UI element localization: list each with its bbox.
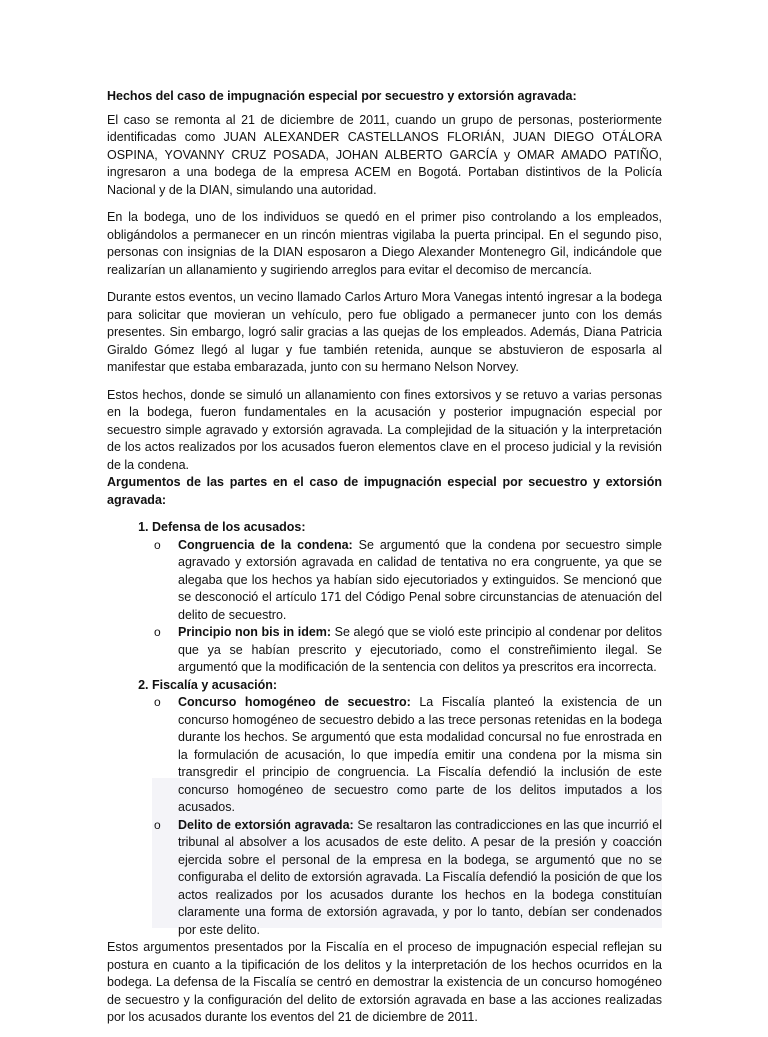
item-text: La Fiscalía planteó la existencia de un concurso homogéneo de secuestro debido a las trece personas retenidas en la bodega durante los hechos. Se argumentó que esta modalidad concursal no fue enrostrada en la formulación de acusación, lo que impedía emitir una condena por la misma sin transgredir el principio de congruencia. La Fiscalía defendió la inclusión de este concurso homogéneo de secuestro como parte de los delitos imputados a los acusados.: [178, 695, 662, 814]
paragraph-1: El caso se remonta al 21 de diciembre de 2011, cuando un grupo de personas, posteriormente identificadas como JUAN ALEXANDER CASTELLANOS FLORIÁN, JUAN DIEGO OTÁLORA OSPINA, YOVANNY CRUZ POSADA, JOHAN ALBERTO GARCÍA y OMAR AMADO PATIÑO, ingresaron a una bodega de la empresa ACEM en Bogotá. Portaban distintivos de la Policía Nacional y de la DIAN, simulando una autoridad.: [107, 112, 662, 197]
paragraph-2: En la bodega, uno de los individuos se quedó en el primer piso controlando a los empleados, obligándolos a permanecer en un rincón mientras vigilaba la puerta principal. En el segundo piso, personas con insignias de la DIAN esposaron a Diego Alexander Montenegro Gil, indicándole que realizarían un allanamiento y sugiriendo arreglos para evitar el decomiso de mercancía.: [107, 210, 662, 277]
arguments-heading: Argumentos de las partes en el caso de impugnación especial por secuestro y extorsión agravada:: [107, 475, 662, 507]
section-title: Defensa de los acusados:: [152, 520, 306, 534]
item-text: Se resaltaron las contradicciones en las que incurrió el tribunal al absolver a los acusados de este delito. A pesar de la presión y coacción ejercida sobre el personal de la empresa en la bodega, se argumentó que no se configuraba el delito de extorsión agravada. La Fiscalía defendió la posición de que los actos realizados por los acusados durante los hechos en la bodega constituían claramente una forma de extorsión agravada, y por lo tanto, debían ser condenados por este delito.: [178, 817, 662, 937]
section-defensa: [152, 519, 662, 677]
section-fiscalia: [152, 677, 662, 940]
closing-paragraph: Estos argumentos presentados por la Fiscalía en el proceso de impugnación especial reflejan su postura en cuanto a la tipificación de los delitos y la interpretación de los hechos ocurridos en la bodega. La defensa de la Fiscalía se centró en demostrar la existencia de un concurso homogéneo de secuestro y la configuración del delito de extorsión agravada en base a las acciones realizadas por los acusados durante los eventos del 21 de diciembre de 2011.: [107, 940, 662, 1024]
list-item: [164, 624, 662, 677]
item-term: Delito de extorsión agravada:: [178, 817, 354, 832]
item-text: Se argumentó que la condena por secuestro simple agravado y extorsión agravada en calidad de tentativa no era congruente, ya que se alegaba que los hechos ya habían sido ejecutoriados y extinguidos. Se mencionó que se desconoció el artículo 171 del Código Penal sobre circunstancias de atenuación del delito de secuestro.: [178, 537, 662, 622]
item-term: Concurso homogéneo de secuestro:: [178, 695, 411, 709]
document-page: [107, 88, 662, 1037]
paragraph-4: Estos hechos, donde se simuló un allanamiento con fines extorsivos y se retuvo a varias personas en la bodega, fueron fundamentales en la acusación y posterior impugnación especial por secuestro simple agravado y extorsión agravada. La complejidad de la situación y la interpretación de los actos realizados por los acusados fueron elementos clave en el proceso judicial y la revisión de la condena.: [107, 387, 662, 472]
paragraph-3: Durante estos eventos, un vecino llamado Carlos Arturo Mora Vanegas intentó ingresar a la bodega para solicitar que movieran un vehículo, pero fue obligado a permanecer junto con los demás presentes. Sin embargo, logró salir gracias a las quejas de los empleados. Además, Diana Patricia Giraldo Gómez llegó al lugar y fue también retenida, aunque se abstuvieron de esposarla al manifestar que estaba embarazada, junto con su hermano Nelson Norvey.: [107, 290, 662, 374]
list-item: [164, 817, 662, 940]
defensa-items: [152, 537, 662, 677]
list-item: [164, 694, 662, 817]
fiscalia-items: [152, 694, 662, 939]
facts-heading: Hechos del caso de impugnación especial por secuestro y extorsión agravada:: [107, 89, 577, 103]
item-text: Se alegó que se violó este principio al condenar por delitos que ya se habían prescrito y ejecutoriado, como el constreñimiento ilegal. Se argumentó que la modificación de la sentencia con delitos ya prescritos era incorrecta.: [178, 625, 662, 674]
arguments-list: [107, 519, 662, 939]
item-term: Congruencia de la condena:: [178, 537, 353, 552]
list-item: [164, 537, 662, 625]
item-term: Principio non bis in idem:: [178, 625, 332, 639]
section-title: Fiscalía y acusación:: [152, 677, 278, 692]
